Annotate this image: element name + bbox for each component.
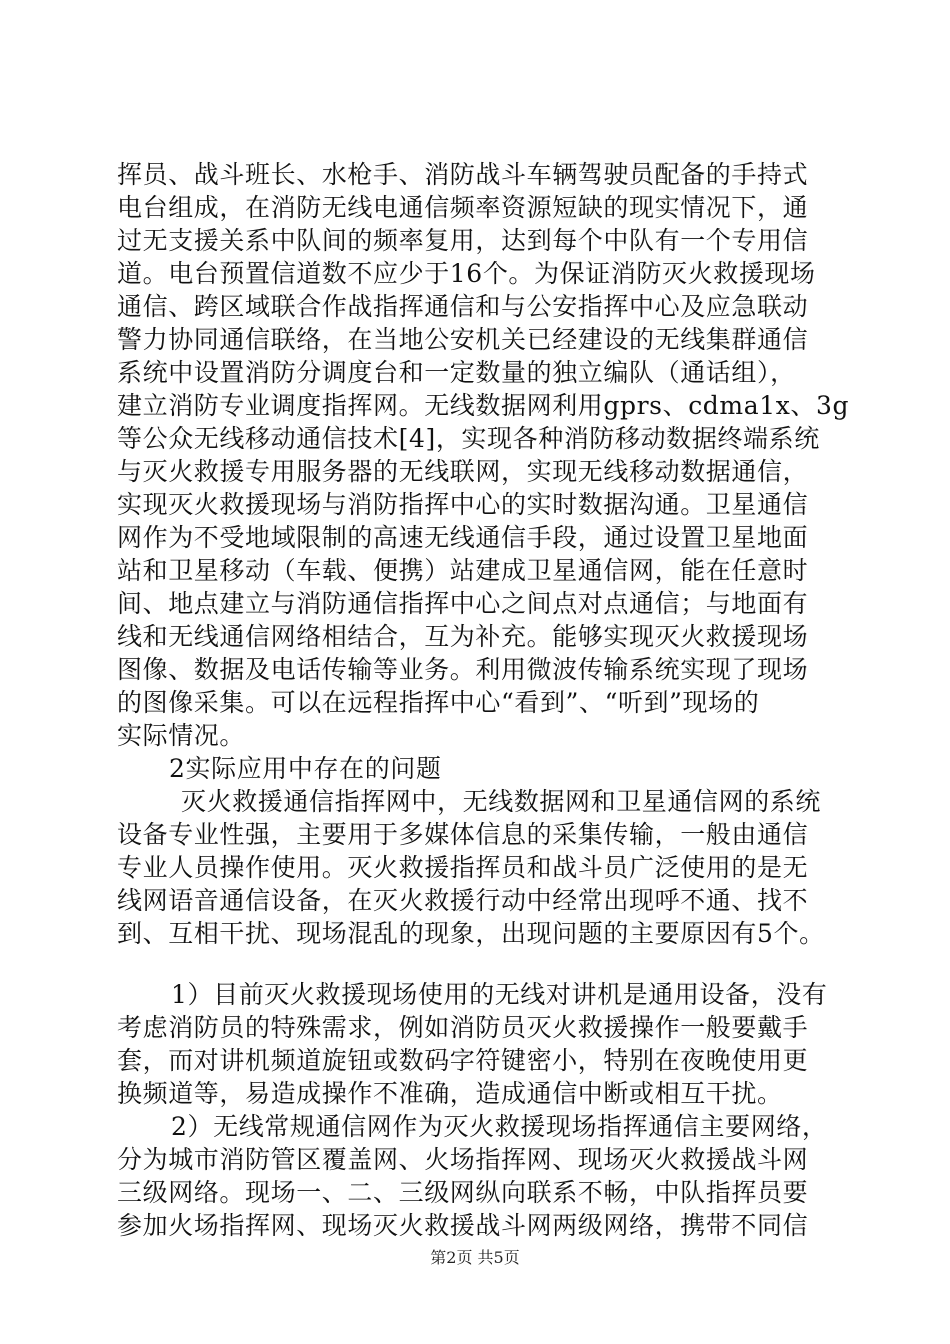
text-line: 实现灭火救援现场与消防指挥中心的实时数据沟通。卫星通信: [117, 490, 809, 519]
text-line: 2）无线常规通信网作为灭火救援现场指挥通信主要网络，: [171, 1112, 828, 1141]
text-line: 等公众无线移动通信技术[4]，实现各种消防移动数据终端系统: [117, 424, 820, 453]
text-line: 的图像采集。可以在远程指挥中心“看到”、“听到”现场的: [117, 688, 760, 717]
text-line: 实际情况。: [117, 721, 246, 750]
text-line: 专业人员操作使用。灭火救援指挥员和战斗员广泛使用的是无: [117, 853, 809, 882]
text-line: 三级网络。现场一、二、三级网纵向联系不畅，中队指挥员要: [117, 1178, 809, 1207]
text-line: 线网语音通信设备，在灭火救援行动中经常出现呼不通、找不: [117, 886, 809, 915]
text-line: 参加火场指挥网、现场灭火救援战斗网两级网络，携带不同信: [117, 1211, 809, 1240]
page-footer: 第2页 共5页: [430, 1248, 520, 1267]
text-line: 过无支援关系中队间的频率复用，达到每个中队有一个专用信: [117, 226, 809, 255]
list-item-1: [117, 978, 833, 1110]
text-line: 套，而对讲机频道旋钮或数码字符键密小，特别在夜晚使用更: [117, 1046, 809, 1075]
text-line: 设备专业性强，主要用于多媒体信息的采集传输，一般由通信: [117, 820, 809, 849]
text-line: 网作为不受地域限制的高速无线通信手段，通过设置卫星地面: [117, 523, 809, 552]
text-line: 道。电台预置信道数不应少于16个。为保证消防灭火救援现场: [117, 259, 816, 288]
document-body: [117, 158, 850, 1242]
text-line: 分为城市消防管区覆盖网、火场指挥网、现场灭火救援战斗网: [117, 1145, 809, 1174]
paragraph-2: [117, 785, 833, 950]
text-line: 灭火救援通信指挥网中，无线数据网和卫星通信网的系统: [181, 787, 822, 816]
text-line: 间、地点建立与消防通信指挥中心之间点对点通信；与地面有: [117, 589, 809, 618]
text-line: 挥员、战斗班长、水枪手、消防战斗车辆驾驶员配备的手持式: [117, 160, 809, 189]
text-line: 考虑消防员的特殊需求，例如消防员灭火救援操作一般要戴手: [117, 1013, 809, 1042]
text-line: 换频道等，易造成操作不准确，造成通信中断或相互干扰。: [117, 1079, 783, 1108]
text-line: 建立消防专业调度指挥网。无线数据网利用gprs、cdma1x、3g: [117, 391, 850, 420]
text-line: 图像、数据及电话传输等业务。利用微波传输系统实现了现场: [117, 655, 809, 684]
section-heading: 2实际应用中存在的问题: [169, 754, 442, 783]
text-line: 通信、跨区域联合作战指挥通信和与公安指挥中心及应急联动: [117, 292, 809, 321]
text-line: 与灭火救援专用服务器的无线联网，实现无线移动数据通信，: [117, 457, 809, 486]
paragraph-1: [117, 158, 850, 752]
text-line: 站和卫星移动（车载、便携）站建成卫星通信网，能在任意时: [117, 556, 809, 585]
text-line: 线和无线通信网络相结合，互为补充。能够实现灭火救援现场: [117, 622, 809, 651]
list-item-2: [117, 1110, 833, 1242]
text-line: 电台组成，在消防无线电通信频率资源短缺的现实情况下，通: [117, 193, 809, 222]
text-line: 警力协同通信联络，在当地公安机关已经建设的无线集群通信: [117, 325, 809, 354]
text-line: 系统中设置消防分调度台和一定数量的独立编队（通话组），: [117, 358, 796, 387]
text-line: 1）目前灭火救援现场使用的无线对讲机是通用设备，没有: [171, 980, 828, 1009]
paragraph-spacer: [117, 950, 833, 978]
text-line: 到、互相干扰、现场混乱的现象，出现问题的主要原因有5个。: [117, 919, 825, 948]
